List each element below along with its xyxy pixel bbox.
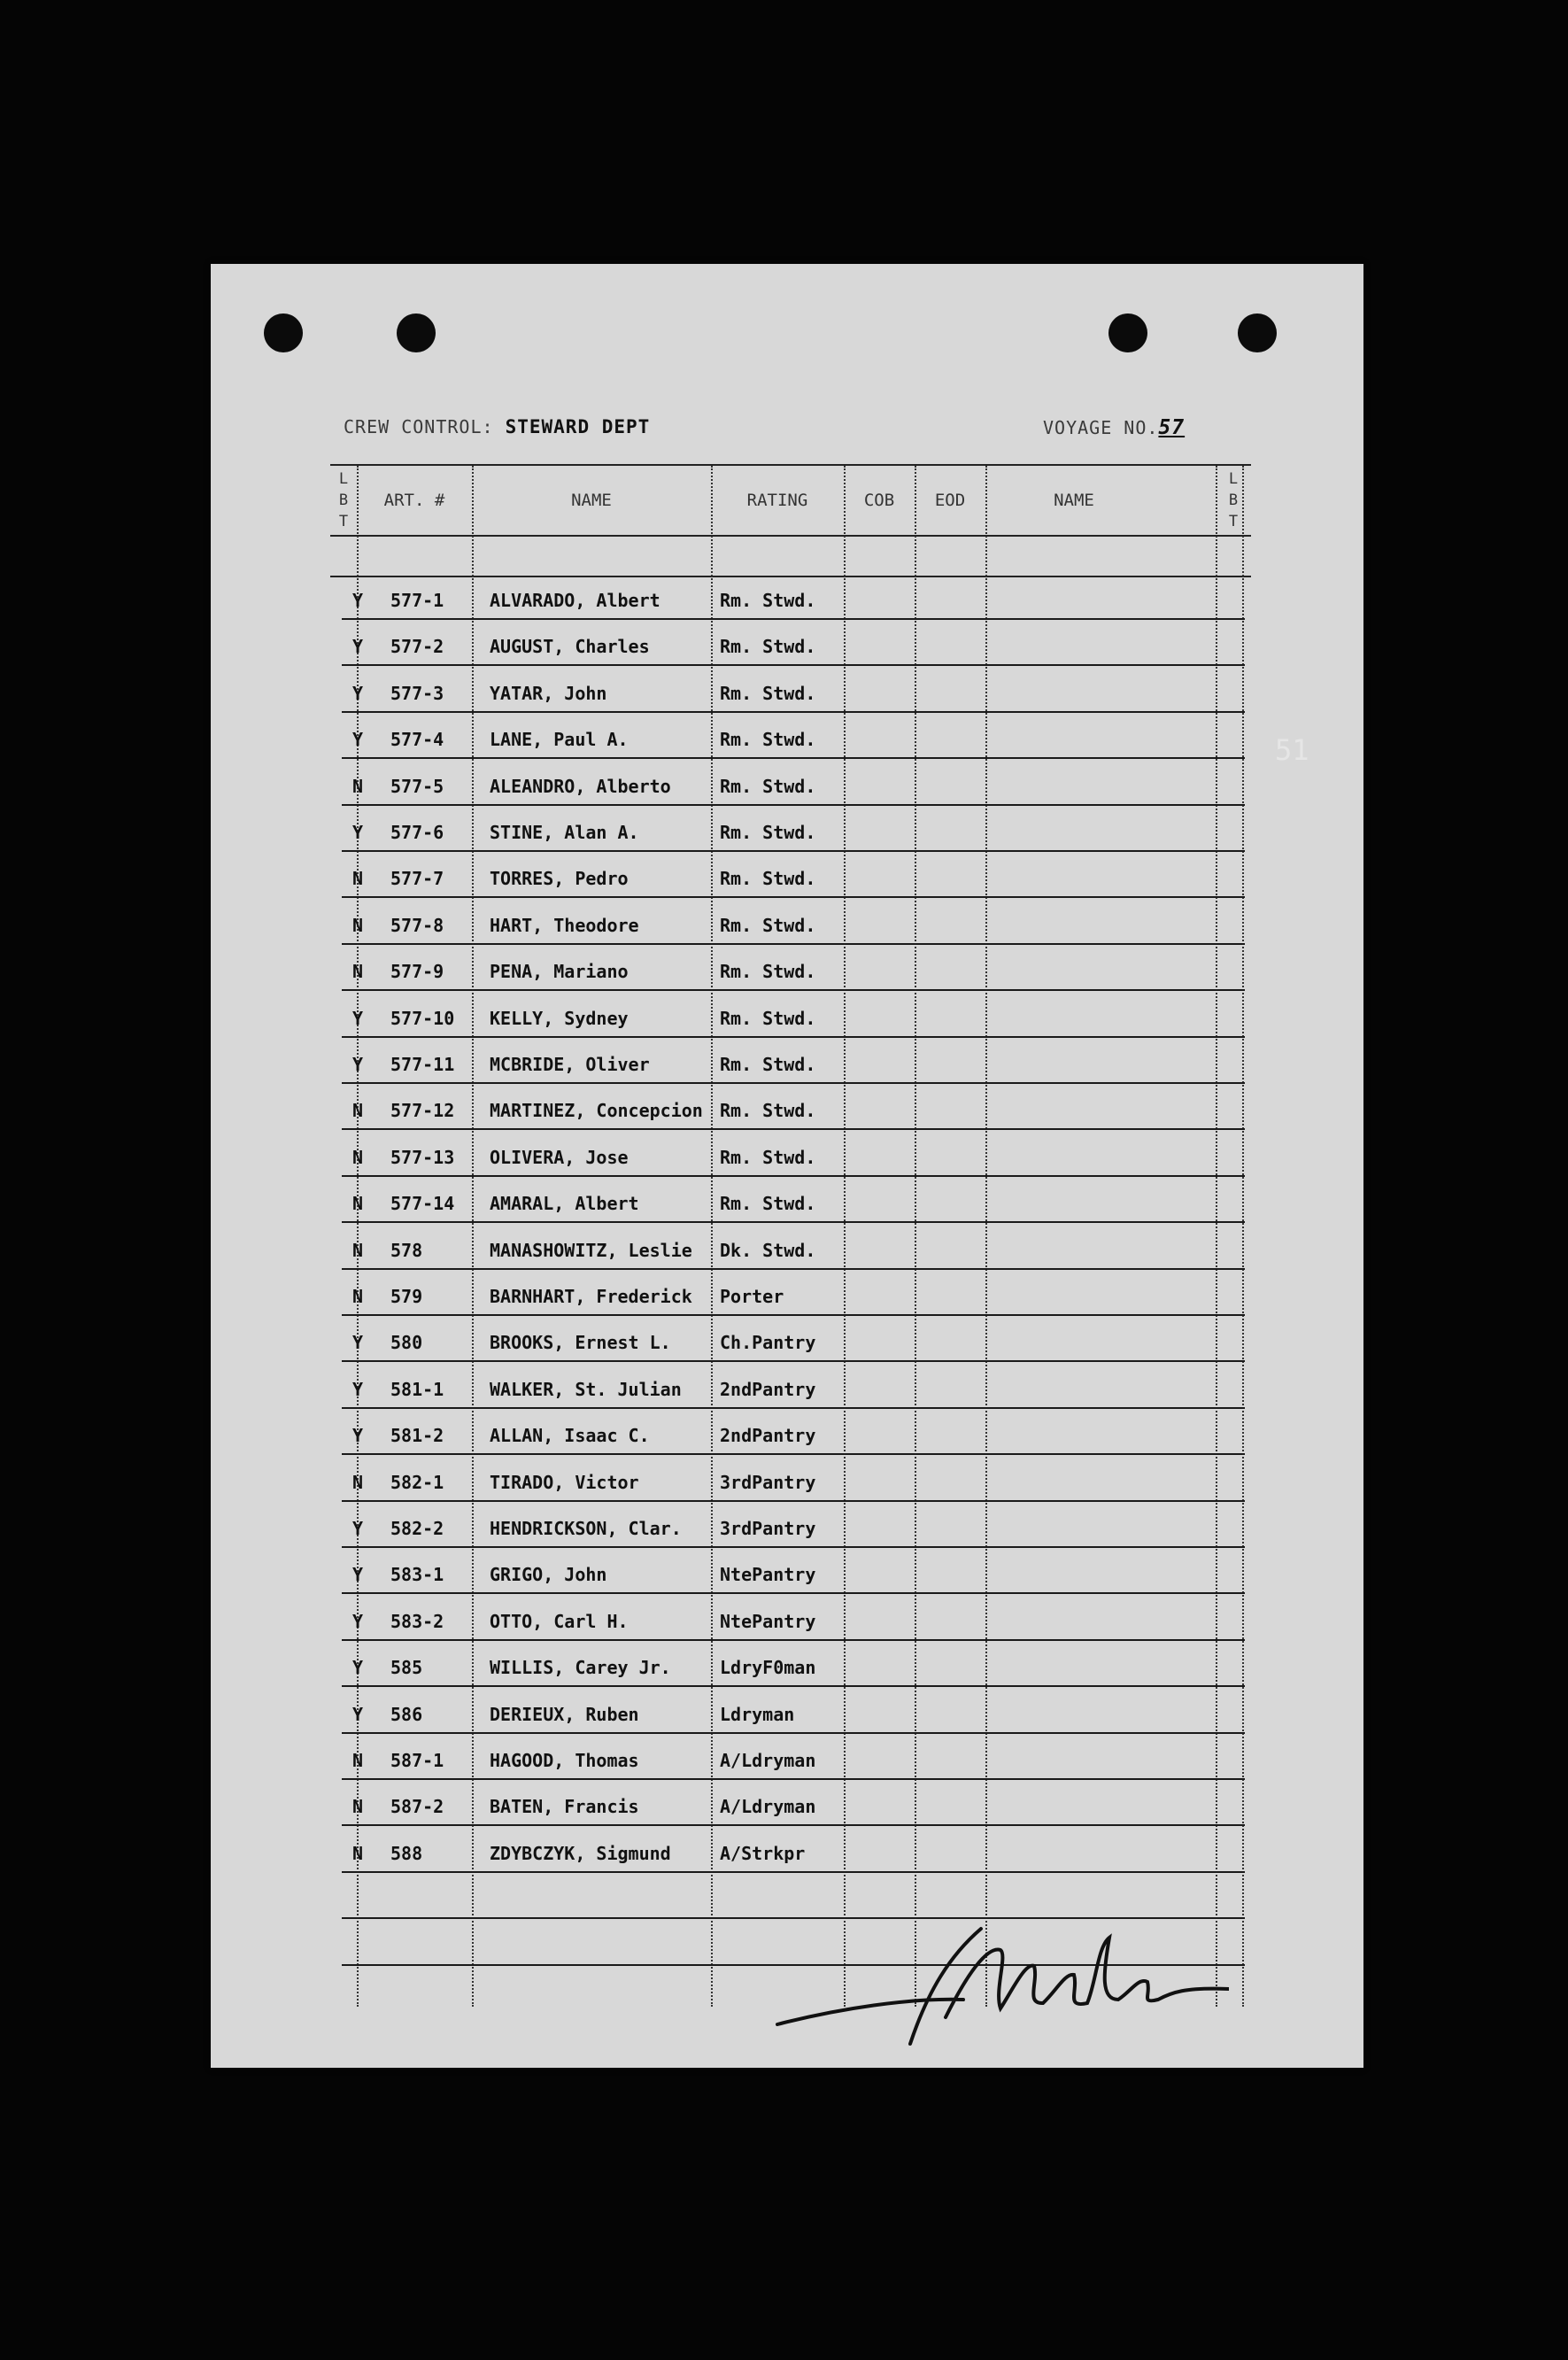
crew-control-label: CREW CONTROL: bbox=[344, 416, 494, 437]
row-name: STINE, Alan A. bbox=[490, 822, 639, 843]
table-row bbox=[348, 1511, 1233, 1546]
column-name2: NAME bbox=[1054, 491, 1094, 510]
row-rule bbox=[342, 1592, 1245, 1594]
table-row bbox=[348, 722, 1233, 757]
row-rule bbox=[342, 1360, 1245, 1362]
table-row bbox=[348, 1325, 1233, 1360]
table-row bbox=[348, 1279, 1233, 1314]
row-name: YATAR, John bbox=[490, 682, 607, 704]
row-name: HART, Theodore bbox=[490, 914, 639, 936]
row-rating: A/Ldryman bbox=[720, 1750, 816, 1771]
row-rating: Rm. Stwd. bbox=[720, 729, 816, 751]
row-art-number: 577-14 bbox=[390, 1193, 455, 1215]
row-code: Y bbox=[351, 1425, 364, 1447]
row-rating: 2ndPantry bbox=[720, 1378, 816, 1400]
voyage-number: 57 bbox=[1158, 416, 1186, 439]
row-rating: Ch.Pantry bbox=[720, 1332, 816, 1354]
row-rule bbox=[342, 943, 1245, 945]
row-code: N bbox=[351, 1146, 364, 1168]
row-name: BATEN, Francis bbox=[490, 1796, 639, 1818]
document-page bbox=[211, 264, 1363, 2068]
row-code: Y bbox=[351, 1518, 364, 1539]
row-code: Y bbox=[351, 1564, 364, 1586]
row-art-number: 577-10 bbox=[390, 1007, 455, 1029]
voyage-label: VOYAGE NO. bbox=[1043, 417, 1159, 438]
row-art-number: 581-1 bbox=[390, 1378, 444, 1400]
row-code: Y bbox=[351, 1054, 364, 1075]
table-row bbox=[348, 676, 1233, 711]
table-row bbox=[348, 1604, 1233, 1639]
row-art-number: 578 bbox=[390, 1239, 423, 1261]
punch-hole bbox=[264, 313, 303, 352]
row-art-number: 587-2 bbox=[390, 1796, 444, 1818]
row-art-number: 577-6 bbox=[390, 822, 444, 843]
row-rule bbox=[342, 1824, 1245, 1826]
row-rule bbox=[342, 1546, 1245, 1548]
row-rule bbox=[342, 711, 1245, 713]
row-code: Y bbox=[351, 1610, 364, 1632]
table-row bbox=[348, 1789, 1233, 1824]
row-art-number: 585 bbox=[390, 1657, 423, 1679]
column-rating: RATING bbox=[746, 491, 808, 510]
row-rule bbox=[342, 1082, 1245, 1084]
row-rating: Rm. Stwd. bbox=[720, 1146, 816, 1168]
table-row bbox=[348, 1697, 1233, 1732]
row-name: HENDRICKSON, Clar. bbox=[490, 1518, 682, 1539]
row-rating: Rm. Stwd. bbox=[720, 822, 816, 843]
row-code: N bbox=[351, 1193, 364, 1215]
row-art-number: 577-2 bbox=[390, 636, 444, 658]
row-rating: Rm. Stwd. bbox=[720, 1193, 816, 1215]
row-art-number: 577-12 bbox=[390, 1100, 455, 1122]
table-row bbox=[348, 1093, 1233, 1128]
row-name: WALKER, St. Julian bbox=[490, 1378, 682, 1400]
table-row bbox=[348, 1465, 1233, 1500]
row-rule bbox=[342, 1175, 1245, 1177]
row-rating: LdryF0man bbox=[720, 1657, 816, 1679]
row-name: KELLY, Sydney bbox=[490, 1007, 629, 1029]
row-name: ALVARADO, Albert bbox=[490, 590, 660, 611]
row-rating: 2ndPantry bbox=[720, 1425, 816, 1447]
table-row bbox=[348, 1557, 1233, 1592]
row-rule bbox=[342, 1128, 1245, 1130]
row-art-number: 582-2 bbox=[390, 1518, 444, 1539]
row-rule bbox=[342, 1778, 1245, 1780]
row-rating: A/Strkpr bbox=[720, 1842, 806, 1864]
row-rating: Rm. Stwd. bbox=[720, 636, 816, 658]
row-name: TIRADO, Victor bbox=[490, 1471, 639, 1493]
row-code: N bbox=[351, 961, 364, 983]
table-row bbox=[348, 1140, 1233, 1175]
row-art-number: 579 bbox=[390, 1286, 423, 1307]
page-number: 51 bbox=[1275, 733, 1309, 767]
row-rule bbox=[342, 1268, 1245, 1270]
row-code: N bbox=[351, 1842, 364, 1864]
row-art-number: 581-2 bbox=[390, 1425, 444, 1447]
row-name: ZDYBCZYK, Sigmund bbox=[490, 1842, 671, 1864]
table-row bbox=[348, 908, 1233, 943]
header-bottom-line bbox=[330, 535, 1251, 537]
row-rating: Rm. Stwd. bbox=[720, 590, 816, 611]
punch-hole bbox=[1108, 313, 1147, 352]
row-name: HAGOOD, Thomas bbox=[490, 1750, 639, 1771]
row-name: ALLAN, Isaac C. bbox=[490, 1425, 650, 1447]
punch-hole bbox=[397, 313, 436, 352]
row-rule bbox=[342, 1685, 1245, 1687]
row-name: BARNHART, Frederick bbox=[490, 1286, 692, 1307]
row-name: AMARAL, Albert bbox=[490, 1193, 639, 1215]
row-rating: NtePantry bbox=[720, 1610, 816, 1632]
table-row bbox=[348, 861, 1233, 896]
column-art: ART. # bbox=[383, 491, 445, 510]
row-name: AUGUST, Charles bbox=[490, 636, 650, 658]
row-rating: NtePantry bbox=[720, 1564, 816, 1586]
row-rating: Dk. Stwd. bbox=[720, 1239, 816, 1261]
row-rule bbox=[342, 664, 1245, 666]
column-divider bbox=[1242, 466, 1244, 2007]
row-name: MARTINEZ, Concepcion bbox=[490, 1100, 703, 1122]
row-rule bbox=[342, 989, 1245, 991]
row-code: Y bbox=[351, 1332, 364, 1354]
row-rule bbox=[342, 1871, 1245, 1873]
row-code: Y bbox=[351, 1703, 364, 1725]
voyage-header bbox=[1043, 416, 1185, 439]
row-rule bbox=[342, 1036, 1245, 1038]
table-row bbox=[348, 1186, 1233, 1221]
punch-hole bbox=[1238, 313, 1277, 352]
signature-image bbox=[769, 1911, 1229, 2070]
row-rule bbox=[342, 1639, 1245, 1641]
column-eod: EOD bbox=[934, 491, 966, 510]
table-row bbox=[348, 1047, 1233, 1082]
table-row bbox=[348, 1743, 1233, 1778]
row-name: MCBRIDE, Oliver bbox=[490, 1054, 650, 1075]
row-art-number: 587-1 bbox=[390, 1750, 444, 1771]
column-lbt: L B T bbox=[338, 470, 349, 530]
row-rule bbox=[342, 1314, 1245, 1316]
row-code: Y bbox=[351, 1007, 364, 1029]
row-code: Y bbox=[351, 590, 364, 611]
row-art-number: 577-7 bbox=[390, 868, 444, 890]
row-art-number: 577-8 bbox=[390, 914, 444, 936]
row-rating: Rm. Stwd. bbox=[720, 1100, 816, 1122]
table-row bbox=[348, 769, 1233, 804]
row-code: Y bbox=[351, 729, 364, 751]
row-code: N bbox=[351, 775, 364, 797]
row-art-number: 588 bbox=[390, 1842, 423, 1864]
row-rating: Porter bbox=[720, 1286, 784, 1307]
row-rule bbox=[342, 1407, 1245, 1409]
row-art-number: 577-3 bbox=[390, 682, 444, 704]
row-rule bbox=[342, 757, 1245, 759]
row-code: N bbox=[351, 1796, 364, 1818]
department-name: STEWARD DEPT bbox=[505, 416, 651, 437]
row-name: WILLIS, Carey Jr. bbox=[490, 1657, 671, 1679]
row-rating: Rm. Stwd. bbox=[720, 775, 816, 797]
row-rating: A/Ldryman bbox=[720, 1796, 816, 1818]
row-name: DERIEUX, Ruben bbox=[490, 1703, 639, 1725]
row-rating: Rm. Stwd. bbox=[720, 682, 816, 704]
row-art-number: 577-13 bbox=[390, 1146, 455, 1168]
row-name: ALEANDRO, Alberto bbox=[490, 775, 671, 797]
row-name: BROOKS, Ernest L. bbox=[490, 1332, 671, 1354]
row-art-number: 577-11 bbox=[390, 1054, 455, 1075]
row-name: OLIVERA, Jose bbox=[490, 1146, 629, 1168]
table-row bbox=[348, 954, 1233, 989]
header-top-line bbox=[330, 464, 1251, 466]
row-rating: Rm. Stwd. bbox=[720, 961, 816, 983]
row-art-number: 583-1 bbox=[390, 1564, 444, 1586]
row-rule bbox=[342, 1453, 1245, 1455]
crew-control-header bbox=[344, 416, 650, 437]
row-rating: Rm. Stwd. bbox=[720, 1007, 816, 1029]
row-name: LANE, Paul A. bbox=[490, 729, 629, 751]
row-code: Y bbox=[351, 682, 364, 704]
table-row bbox=[348, 583, 1233, 618]
table-row bbox=[348, 1001, 1233, 1036]
row-rating: Ldryman bbox=[720, 1703, 795, 1725]
row-code: N bbox=[351, 1100, 364, 1122]
row-name: MANASHOWITZ, Leslie bbox=[490, 1239, 692, 1261]
row-rating: Rm. Stwd. bbox=[720, 914, 816, 936]
row-rule bbox=[342, 804, 1245, 806]
row-code: N bbox=[351, 1286, 364, 1307]
row-rule bbox=[342, 1500, 1245, 1502]
column-name: NAME bbox=[571, 491, 612, 510]
row-code: Y bbox=[351, 636, 364, 658]
table-top-line bbox=[330, 576, 1251, 577]
row-art-number: 586 bbox=[390, 1703, 423, 1725]
row-rating: 3rdPantry bbox=[720, 1518, 816, 1539]
row-art-number: 577-9 bbox=[390, 961, 444, 983]
row-name: TORRES, Pedro bbox=[490, 868, 629, 890]
table-row bbox=[348, 1650, 1233, 1685]
row-rule bbox=[342, 850, 1245, 852]
row-rating: Rm. Stwd. bbox=[720, 1054, 816, 1075]
row-rule bbox=[342, 1732, 1245, 1734]
row-code: Y bbox=[351, 1657, 364, 1679]
table-row bbox=[348, 1233, 1233, 1268]
row-code: N bbox=[351, 914, 364, 936]
row-art-number: 577-5 bbox=[390, 775, 444, 797]
table-row bbox=[348, 1836, 1233, 1871]
row-rating: Rm. Stwd. bbox=[720, 868, 816, 890]
row-name: GRIGO, John bbox=[490, 1564, 607, 1586]
table-row bbox=[348, 1418, 1233, 1453]
row-name: PENA, Mariano bbox=[490, 961, 629, 983]
row-code: N bbox=[351, 1750, 364, 1771]
row-art-number: 577-4 bbox=[390, 729, 444, 751]
row-rule bbox=[342, 618, 1245, 620]
row-name: OTTO, Carl H. bbox=[490, 1610, 629, 1632]
row-code: N bbox=[351, 868, 364, 890]
column-cob: COB bbox=[863, 491, 895, 510]
table-row bbox=[348, 815, 1233, 850]
row-art-number: 577-1 bbox=[390, 590, 444, 611]
row-code: N bbox=[351, 1471, 364, 1493]
row-rule bbox=[342, 1221, 1245, 1223]
row-art-number: 580 bbox=[390, 1332, 423, 1354]
row-code: Y bbox=[351, 822, 364, 843]
table-row bbox=[348, 1372, 1233, 1407]
row-rule bbox=[342, 896, 1245, 898]
row-art-number: 582-1 bbox=[390, 1471, 444, 1493]
row-code: Y bbox=[351, 1378, 364, 1400]
table-row bbox=[348, 629, 1233, 664]
row-code: N bbox=[351, 1239, 364, 1261]
column-lbt-right: L B T bbox=[1228, 470, 1239, 530]
row-art-number: 583-2 bbox=[390, 1610, 444, 1632]
row-rating: 3rdPantry bbox=[720, 1471, 816, 1493]
